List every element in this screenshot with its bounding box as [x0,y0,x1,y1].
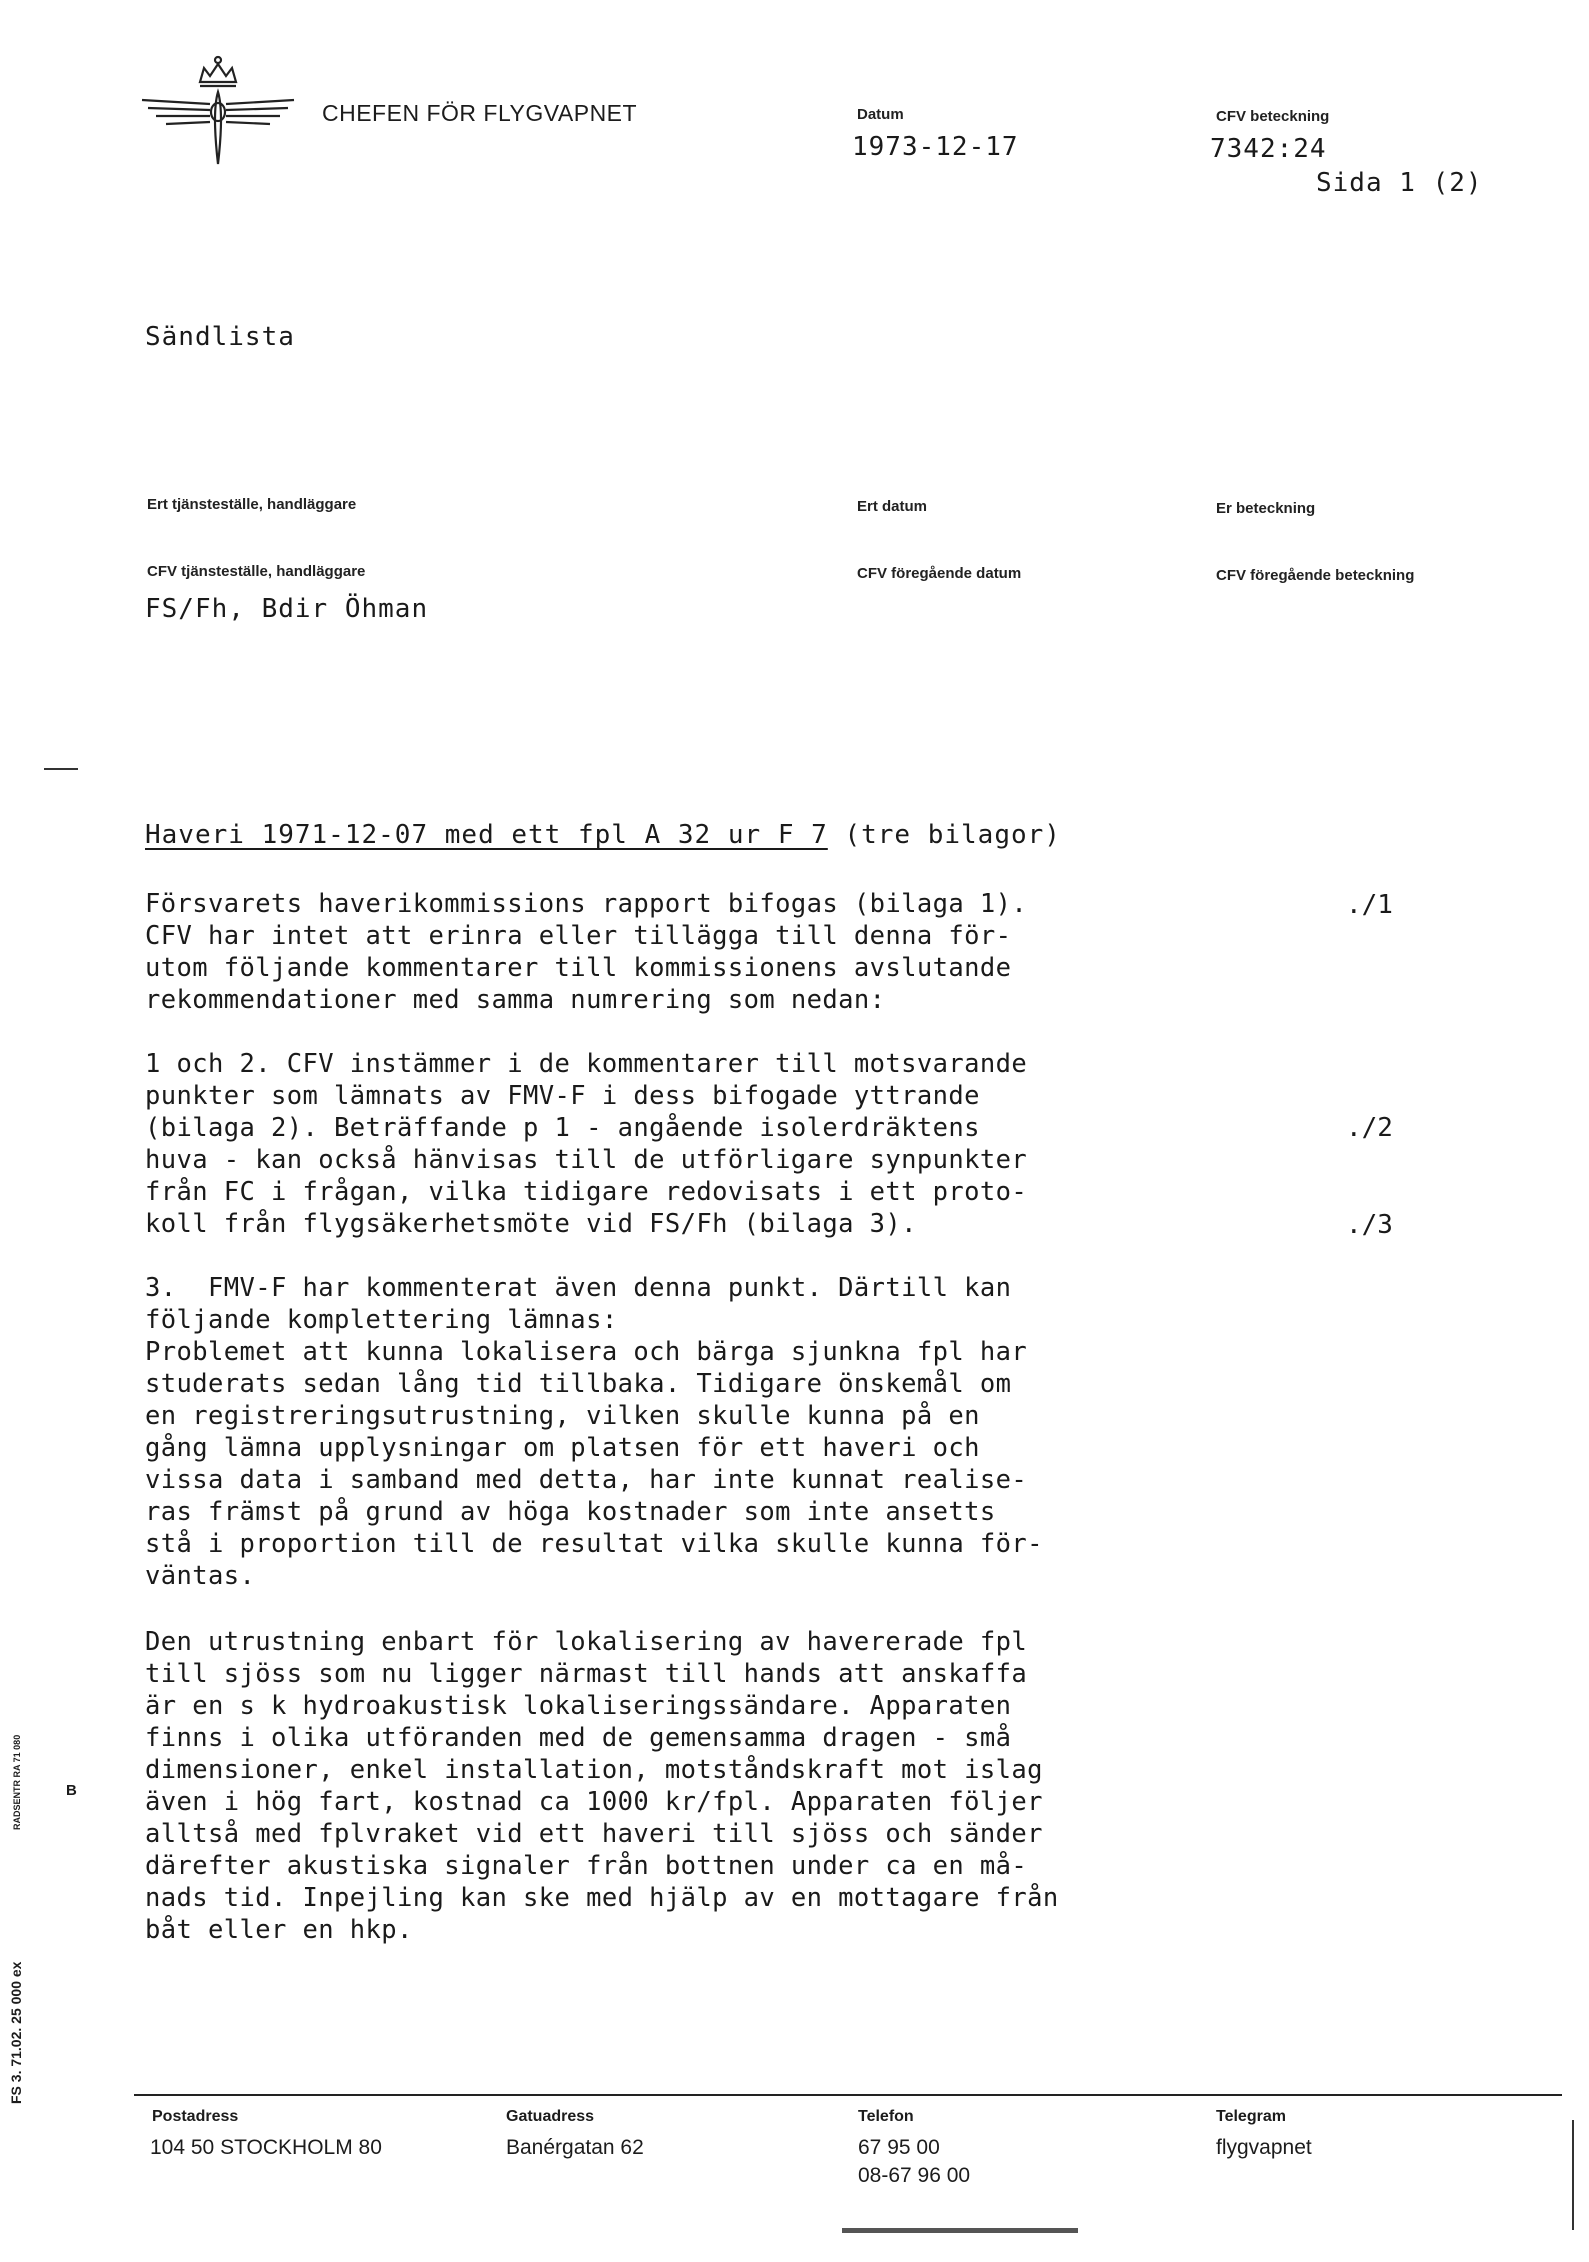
printer-note: RADSENTR RA 71 080 [12,1734,22,1830]
gatuadress-label: Gatuadress [506,2108,595,2125]
org-name: CHEFEN FÖR FLYGVAPNET [322,100,638,126]
cfv-tjanstestalle-label: CFV tjänsteställe, handläggare [147,563,366,580]
ert-tjanstestalle-label: Ert tjänsteställe, handläggare [147,496,357,513]
telefon-value-2: 08-67 96 00 [858,2164,971,2187]
attachment-marker-2: ./2 [1346,1113,1393,1143]
gatuadress-value: Banérgatan 62 [506,2136,644,2159]
subject-rest: (tre bilagor) [827,820,1061,850]
datum-value: 1973-12-17 [852,132,1019,162]
attachment-marker-1: ./1 [1346,890,1393,920]
footer-rule [134,2094,1562,2096]
datum-label: Datum [857,106,904,123]
telegram-value: flygvapnet [1216,2136,1312,2159]
attachment-marker-3: ./3 [1346,1210,1393,1240]
margin-dash [44,768,78,770]
cfv-foregaende-datum-label: CFV föregående datum [857,565,1022,582]
footer-bottom-bar [842,2228,1078,2233]
subject-line [145,820,1061,850]
paragraph-intro: Försvarets haverikommissions rapport bifogas (bilaga 1). CFV har intet att erinra eller tillägga till denna för- utom följande kommentarer till kommissionens avslutande rekommendationer med samma numrering som nedan: [145,889,1028,1015]
paragraph-points-1-2: 1 och 2. CFV instämmer i de kommentarer till motsvarande punkter som lämnats av FMV-F i dess bifogade yttrande (bilaga 2). Beträffande p 1 - angående isolerdräktens huva - kan också hänvisas till de utförligare synpunkter från FC i frågan, vilka tidigare redovisats i ett proto- koll från flygsäkerhetsmöte vid FS/Fh (bilaga 3). [145,1049,1028,1239]
ert-datum-label: Ert datum [857,498,928,515]
postadress-label: Postadress [152,2108,239,2125]
cfv-beteckning-label: CFV beteckning [1216,108,1330,125]
er-beteckning-label: Er beteckning [1216,500,1316,517]
recipient: Sändlista [145,322,295,352]
telefon-value-1: 67 95 00 [858,2136,940,2159]
paragraph-point-3: 3. FMV-F har kommenterat även denna punkt. Därtill kan följande komplettering lämnas: Problemet att kunna lokalisera och bärga sjunkna fpl har studerats sedan lång tid tillbaka. Tidigare önskemål om en registreringsutrustning, vilken skulle kunna på en gång lämna upplysningar om platsen för ett haveri och vissa data i samband med detta, har inte kunnat realise- ras främst på grund av höga kostnader som inte ansetts stå i proportion till de resultat vilka skulle kunna för- väntas. [145,1273,1043,1591]
flygvapnet-emblem-icon [138,52,298,172]
cfv-foregaende-beteckning-label: CFV föregående beteckning [1216,567,1415,584]
subject-underlined: Haveri 1971-12-07 med ett fpl A 32 ur F 7 [145,820,828,850]
right-edge-line [1572,2120,1574,2230]
cfv-tjanstestalle-value: FS/Fh, Bdir Öhman [145,594,429,624]
paragraph-equipment: Den utrustning enbart för lokalisering av havererade fpl till sjöss som nu ligger närmast till hands att anskaffa är en s k hydroakustisk lokaliseringssändare. Apparaten finns i olika utföranden med de gemensamma dragen - små dimensioner, enkel installation, motståndskraft mot islag även i hög fart, kostnad ca 1000 kr/fpl. Apparaten följer alltså med fplvraket vid ett haveri till sjöss och sänder därefter akustiska signaler från bottnen under ca en må- nads tid. Inpejling kan ske med hjälp av en mottagare från båt eller en hkp. [145,1627,1059,1945]
telegram-label: Telegram [1216,2108,1286,2125]
cfv-beteckning-value: 7342:24 [1210,134,1327,164]
margin-letter-b: B [66,1782,77,1799]
page-number: Sida 1 (2) [1316,168,1483,198]
form-code: FS 3. 71.02. 25 000 ex [8,1961,24,2104]
telefon-label: Telefon [858,2108,914,2125]
postadress-value: 104 50 STOCKHOLM 80 [150,2136,382,2159]
